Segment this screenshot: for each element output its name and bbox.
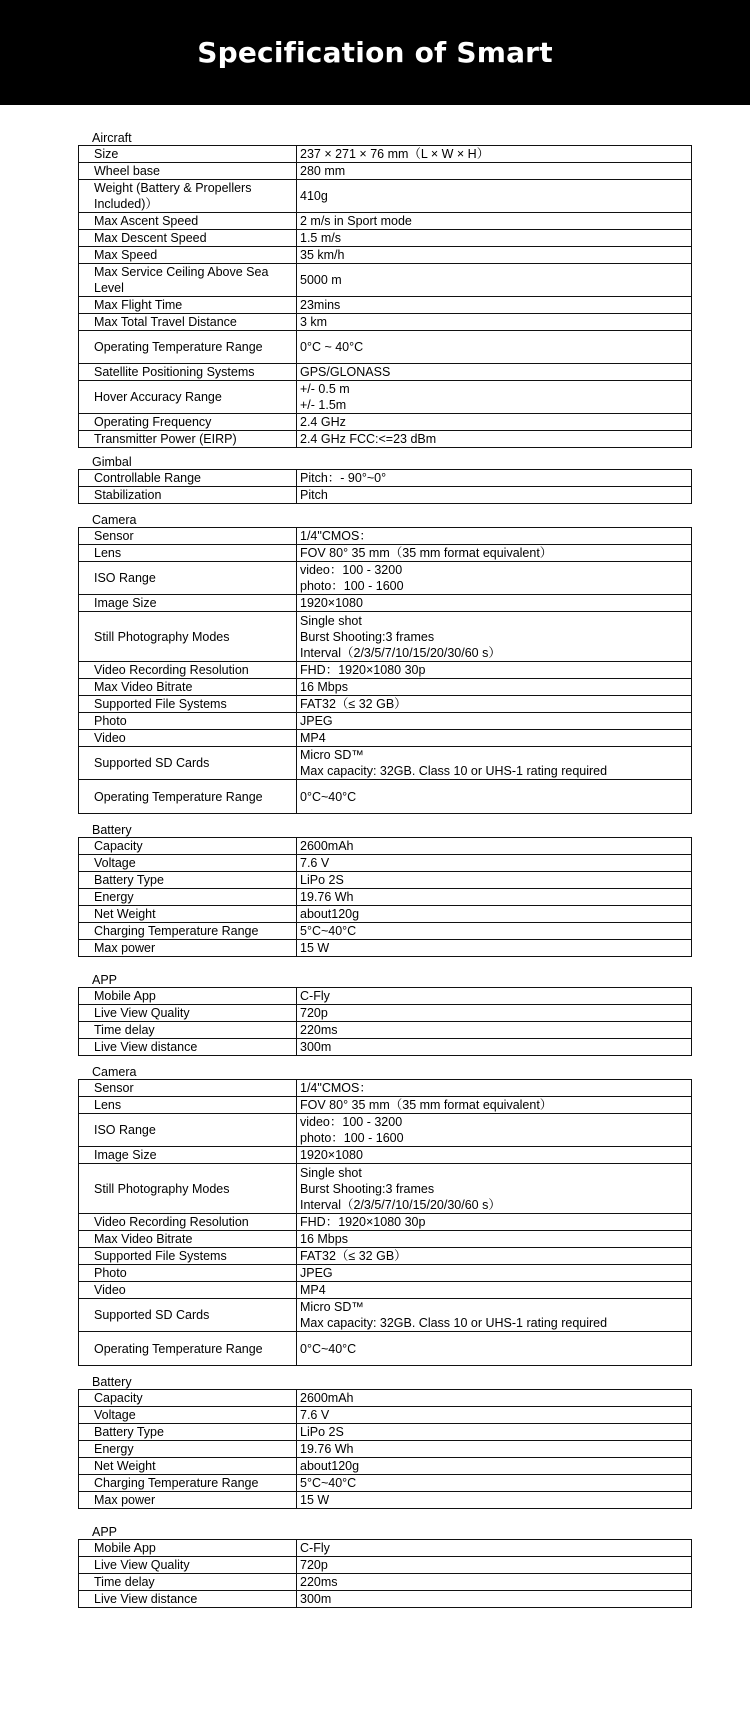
- spec-table: [78, 837, 692, 957]
- spec-table: [78, 987, 692, 1056]
- section-title: APP: [92, 973, 118, 987]
- table-row: [79, 1424, 692, 1441]
- spec-label: Capacity: [79, 838, 297, 855]
- spec-label: Energy: [79, 889, 297, 906]
- spec-label: Video Recording Resolution: [79, 1214, 297, 1231]
- spec-value: 2600mAh: [297, 1390, 692, 1407]
- table-row: [79, 545, 692, 562]
- spec-value: 2.4 GHz: [297, 414, 692, 431]
- spec-value: JPEG: [297, 1265, 692, 1282]
- spec-label: Voltage: [79, 855, 297, 872]
- table-row: [79, 414, 692, 431]
- section-title: Gimbal: [92, 455, 132, 469]
- spec-value: 16 Mbps: [297, 679, 692, 696]
- table-row: [79, 230, 692, 247]
- spec-value: about120g: [297, 906, 692, 923]
- spec-label: ISO Range: [79, 562, 297, 595]
- table-row: [79, 889, 692, 906]
- spec-value: FAT32（≤ 32 GB）: [297, 696, 692, 713]
- spec-value: 5°C~40°C: [297, 1475, 692, 1492]
- spec-section-aircraft: [78, 132, 692, 448]
- table-row: [79, 1390, 692, 1407]
- spec-value: FHD：1920×1080 30p: [297, 662, 692, 679]
- table-row: [79, 1005, 692, 1022]
- spec-value: C-Fly: [297, 1540, 692, 1557]
- spec-value: 19.76 Wh: [297, 1441, 692, 1458]
- table-row: [79, 1248, 692, 1265]
- spec-label: Max power: [79, 1492, 297, 1509]
- table-row: [79, 855, 692, 872]
- table-row: [79, 264, 692, 297]
- spec-label: Still Photography Modes: [79, 612, 297, 662]
- spec-label: Live View Quality: [79, 1557, 297, 1574]
- spec-table: [78, 1539, 692, 1608]
- page-title: Specification of Smart: [197, 36, 553, 69]
- spec-value: 16 Mbps: [297, 1231, 692, 1248]
- spec-value: MP4: [297, 730, 692, 747]
- spec-value: 15 W: [297, 1492, 692, 1509]
- spec-value: 5°C~40°C: [297, 923, 692, 940]
- spec-value: Micro SD™ Max capacity: 32GB. Class 10 or UHS-1 rating required: [297, 747, 692, 780]
- spec-label: Lens: [79, 545, 297, 562]
- spec-label: Max Total Travel Distance: [79, 314, 297, 331]
- spec-label: Wheel base: [79, 163, 297, 180]
- spec-value: C-Fly: [297, 988, 692, 1005]
- table-row: [79, 1407, 692, 1424]
- spec-label: Operating Temperature Range: [79, 780, 297, 814]
- spec-label: Stabilization: [79, 487, 297, 504]
- table-row: [79, 213, 692, 230]
- spec-section-battery: [78, 1376, 692, 1509]
- spec-label: Time delay: [79, 1574, 297, 1591]
- spec-value: 300m: [297, 1039, 692, 1056]
- table-row: [79, 163, 692, 180]
- spec-label: Hover Accuracy Range: [79, 381, 297, 414]
- spec-label: Video Recording Resolution: [79, 662, 297, 679]
- table-row: [79, 1475, 692, 1492]
- spec-value: 720p: [297, 1557, 692, 1574]
- spec-label: Mobile App: [79, 988, 297, 1005]
- spec-label: Size: [79, 146, 297, 163]
- spec-value: 237 × 271 × 76 mm（L × W × H）: [297, 146, 692, 163]
- spec-value: FOV 80° 35 mm（35 mm format equivalent）: [297, 1097, 692, 1114]
- spec-value: 1920×1080: [297, 1147, 692, 1164]
- table-row: [79, 696, 692, 713]
- spec-label: Energy: [79, 1441, 297, 1458]
- spec-label: Operating Temperature Range: [79, 331, 297, 364]
- spec-label: Capacity: [79, 1390, 297, 1407]
- section-title: Camera: [92, 1065, 137, 1079]
- spec-section-camera: [78, 514, 692, 814]
- spec-table: [78, 469, 692, 504]
- spec-value: 2 m/s in Sport mode: [297, 213, 692, 230]
- spec-label: Sensor: [79, 1080, 297, 1097]
- spec-value: 720p: [297, 1005, 692, 1022]
- spec-label: Controllable Range: [79, 470, 297, 487]
- spec-label: Supported File Systems: [79, 1248, 297, 1265]
- spec-value: 0°C~40°C: [297, 1332, 692, 1366]
- table-row: [79, 1492, 692, 1509]
- spec-label: Supported SD Cards: [79, 747, 297, 780]
- spec-section-battery: [78, 824, 692, 957]
- spec-value: 1/4"CMOS：: [297, 1080, 692, 1097]
- spec-label: Max power: [79, 940, 297, 957]
- table-row: [79, 988, 692, 1005]
- spec-value: 7.6 V: [297, 855, 692, 872]
- table-row: [79, 940, 692, 957]
- spec-label: Mobile App: [79, 1540, 297, 1557]
- table-row: [79, 297, 692, 314]
- spec-label: Sensor: [79, 528, 297, 545]
- spec-table: [78, 145, 692, 448]
- spec-label: Image Size: [79, 595, 297, 612]
- table-row: [79, 1080, 692, 1097]
- table-row: [79, 872, 692, 889]
- spec-label: Live View distance: [79, 1591, 297, 1608]
- table-row: [79, 487, 692, 504]
- spec-label: Lens: [79, 1097, 297, 1114]
- spec-value: 2.4 GHz FCC:<=23 dBm: [297, 431, 692, 448]
- table-row: [79, 747, 692, 780]
- spec-value: 280 mm: [297, 163, 692, 180]
- spec-value: 410g: [297, 180, 692, 213]
- section-title: Camera: [92, 513, 137, 527]
- table-row: [79, 923, 692, 940]
- table-row: [79, 562, 692, 595]
- spec-value: about120g: [297, 1458, 692, 1475]
- spec-value: 3 km: [297, 314, 692, 331]
- spec-value: JPEG: [297, 713, 692, 730]
- spec-label: Image Size: [79, 1147, 297, 1164]
- spec-label: Battery Type: [79, 872, 297, 889]
- spec-label: Live View Quality: [79, 1005, 297, 1022]
- spec-label: Net Weight: [79, 1458, 297, 1475]
- spec-label: Video: [79, 1282, 297, 1299]
- table-row: [79, 1458, 692, 1475]
- spec-label: Photo: [79, 1265, 297, 1282]
- table-row: [79, 1441, 692, 1458]
- spec-value: 2600mAh: [297, 838, 692, 855]
- spec-label: Max Service Ceiling Above Sea Level: [79, 264, 297, 297]
- spec-label: Charging Temperature Range: [79, 1475, 297, 1492]
- table-row: [79, 906, 692, 923]
- spec-value: 7.6 V: [297, 1407, 692, 1424]
- spec-label: Max Video Bitrate: [79, 679, 297, 696]
- table-row: [79, 1114, 692, 1147]
- table-row: [79, 1265, 692, 1282]
- section-title: Battery: [92, 1375, 132, 1389]
- table-row: [79, 431, 692, 448]
- table-row: [79, 470, 692, 487]
- spec-value: GPS/GLONASS: [297, 364, 692, 381]
- spec-sections: [0, 105, 750, 1608]
- spec-label: Operating Frequency: [79, 414, 297, 431]
- spec-label: Net Weight: [79, 906, 297, 923]
- table-row: [79, 1591, 692, 1608]
- table-row: [79, 838, 692, 855]
- section-title: Battery: [92, 823, 132, 837]
- spec-value: 23mins: [297, 297, 692, 314]
- spec-label: Photo: [79, 713, 297, 730]
- spec-value: Micro SD™ Max capacity: 32GB. Class 10 or UHS-1 rating required: [297, 1299, 692, 1332]
- table-row: [79, 713, 692, 730]
- spec-value: FHD：1920×1080 30p: [297, 1214, 692, 1231]
- spec-section-gimbal: [78, 456, 692, 504]
- section-title: Aircraft: [92, 131, 132, 145]
- header-banner: [0, 0, 750, 105]
- table-row: [79, 679, 692, 696]
- table-row: [79, 314, 692, 331]
- table-row: [79, 528, 692, 545]
- spec-value: 220ms: [297, 1022, 692, 1039]
- spec-value: +/- 0.5 m +/- 1.5m: [297, 381, 692, 414]
- table-row: [79, 1540, 692, 1557]
- spec-label: Charging Temperature Range: [79, 923, 297, 940]
- spec-value: video：100 - 3200 photo：100 - 1600: [297, 562, 692, 595]
- spec-label: Battery Type: [79, 1424, 297, 1441]
- spec-value: 19.76 Wh: [297, 889, 692, 906]
- table-row: [79, 1299, 692, 1332]
- spec-label: Video: [79, 730, 297, 747]
- spec-table: [78, 1389, 692, 1509]
- section-title: APP: [92, 1525, 118, 1539]
- spec-label: Voltage: [79, 1407, 297, 1424]
- table-row: [79, 364, 692, 381]
- table-row: [79, 1282, 692, 1299]
- spec-section-app: [78, 974, 692, 1056]
- spec-label: Max Video Bitrate: [79, 1231, 297, 1248]
- spec-value: 0°C~40°C: [297, 780, 692, 814]
- spec-value: 1920×1080: [297, 595, 692, 612]
- spec-value: 1.5 m/s: [297, 230, 692, 247]
- spec-table: [78, 1079, 692, 1366]
- spec-value: 5000 m: [297, 264, 692, 297]
- table-row: [79, 1574, 692, 1591]
- table-row: [79, 247, 692, 264]
- spec-label: Still Photography Modes: [79, 1164, 297, 1214]
- spec-value: 35 km/h: [297, 247, 692, 264]
- spec-value: FOV 80° 35 mm（35 mm format equivalent）: [297, 545, 692, 562]
- spec-table: [78, 527, 692, 814]
- spec-label: Transmitter Power (EIRP): [79, 431, 297, 448]
- spec-label: Max Descent Speed: [79, 230, 297, 247]
- table-row: [79, 146, 692, 163]
- table-row: [79, 1231, 692, 1248]
- table-row: [79, 1557, 692, 1574]
- table-row: [79, 1097, 692, 1114]
- spec-label: Supported File Systems: [79, 696, 297, 713]
- spec-value: 220ms: [297, 1574, 692, 1591]
- table-row: [79, 612, 692, 662]
- table-row: [79, 381, 692, 414]
- spec-value: Pitch：- 90°~0°: [297, 470, 692, 487]
- table-row: [79, 780, 692, 814]
- spec-value: Single shot Burst Shooting:3 frames Interval（2/3/5/7/10/15/20/30/60 s）: [297, 612, 692, 662]
- table-row: [79, 730, 692, 747]
- table-row: [79, 1164, 692, 1214]
- spec-value: LiPo 2S: [297, 872, 692, 889]
- spec-label: ISO Range: [79, 1114, 297, 1147]
- spec-section-app: [78, 1526, 692, 1608]
- spec-label: Weight (Battery & Propellers Included)）: [79, 180, 297, 213]
- spec-label: Max Flight Time: [79, 297, 297, 314]
- spec-label: Operating Temperature Range: [79, 1332, 297, 1366]
- table-row: [79, 1039, 692, 1056]
- spec-value: 0°C ~ 40°C: [297, 331, 692, 364]
- table-row: [79, 1332, 692, 1366]
- spec-value: 15 W: [297, 940, 692, 957]
- spec-label: Time delay: [79, 1022, 297, 1039]
- spec-value: MP4: [297, 1282, 692, 1299]
- spec-value: video：100 - 3200 photo：100 - 1600: [297, 1114, 692, 1147]
- spec-label: Satellite Positioning Systems: [79, 364, 297, 381]
- table-row: [79, 662, 692, 679]
- spec-value: 1/4"CMOS：: [297, 528, 692, 545]
- table-row: [79, 180, 692, 213]
- spec-label: Max Speed: [79, 247, 297, 264]
- table-row: [79, 331, 692, 364]
- spec-label: Live View distance: [79, 1039, 297, 1056]
- spec-section-camera: [78, 1066, 692, 1366]
- spec-value: Single shot Burst Shooting:3 frames Interval（2/3/5/7/10/15/20/30/60 s）: [297, 1164, 692, 1214]
- table-row: [79, 1147, 692, 1164]
- spec-label: Max Ascent Speed: [79, 213, 297, 230]
- spec-value: 300m: [297, 1591, 692, 1608]
- spec-value: LiPo 2S: [297, 1424, 692, 1441]
- table-row: [79, 1022, 692, 1039]
- table-row: [79, 1214, 692, 1231]
- spec-value: FAT32（≤ 32 GB）: [297, 1248, 692, 1265]
- spec-label: Supported SD Cards: [79, 1299, 297, 1332]
- table-row: [79, 595, 692, 612]
- spec-value: Pitch: [297, 487, 692, 504]
